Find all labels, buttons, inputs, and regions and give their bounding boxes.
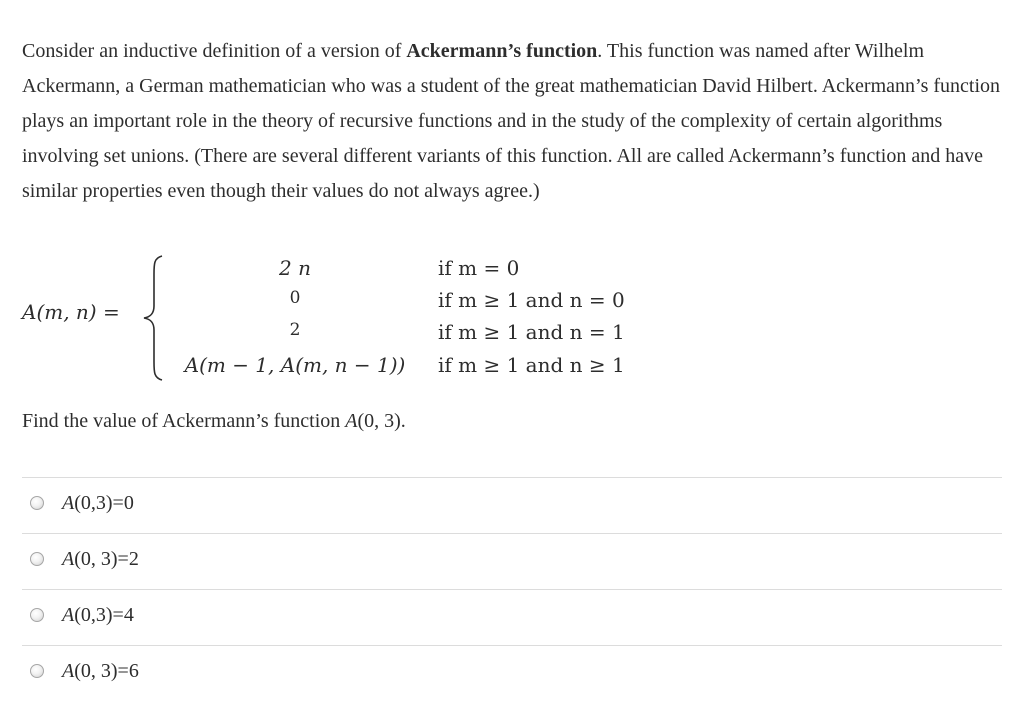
answer-option-4[interactable] [22, 645, 1002, 701]
intro-bold-term: Ackermann’s function [406, 40, 598, 62]
radio-button-icon[interactable] [30, 608, 44, 622]
answer-option-label: A(0, 3)=6 [62, 660, 139, 682]
answer-option-1[interactable] [22, 477, 1002, 533]
answer-options [22, 477, 1002, 701]
problem-statement [22, 34, 1012, 209]
answer-option-label: A(0,3)=0 [62, 492, 134, 514]
case-value-1: 2 n [279, 256, 311, 280]
answer-option-label: A(0, 3)=2 [62, 548, 139, 570]
case-value-4: A(m − 1, A(m, n − 1)) [184, 353, 406, 377]
case-value-3: 2 [289, 320, 301, 340]
answer-option-3[interactable] [22, 589, 1002, 645]
formula-lhs: A(m, n) = [22, 300, 120, 324]
ackermann-definition [0, 250, 720, 386]
intro-text-end: . This function was named after Wilhelm Ackermann, a German mathematician who was a student of the great mathematician David Hilbert. Ackermann’s function plays an important role in the theory of recursive functions and in the study of the complexity of certain algorithms involving set unions. (There are several different variants of this function. All are called Ackermann’s function and have similar properties even though their values do not always agree.) [22, 40, 1000, 202]
question-function: A [345, 410, 358, 432]
case-condition-4: if m ≥ 1 and n ≥ 1 [438, 353, 625, 377]
question-text: Find the value of Ackermann’s function A(0, 3). [22, 410, 406, 432]
answer-option-label: A(0,3)=4 [62, 604, 134, 626]
radio-button-icon[interactable] [30, 496, 44, 510]
left-brace-icon [140, 254, 168, 382]
case-condition-3: if m ≥ 1 and n = 1 [438, 320, 625, 344]
case-condition-1: if m = 0 [438, 256, 520, 280]
radio-button-icon[interactable] [30, 552, 44, 566]
case-value-2: 0 [289, 288, 301, 308]
intro-text-start: Consider an inductive definition of a version of [22, 40, 407, 62]
case-condition-2: if m ≥ 1 and n = 0 [438, 288, 625, 312]
radio-button-icon[interactable] [30, 664, 44, 678]
answer-option-2[interactable] [22, 533, 1002, 589]
